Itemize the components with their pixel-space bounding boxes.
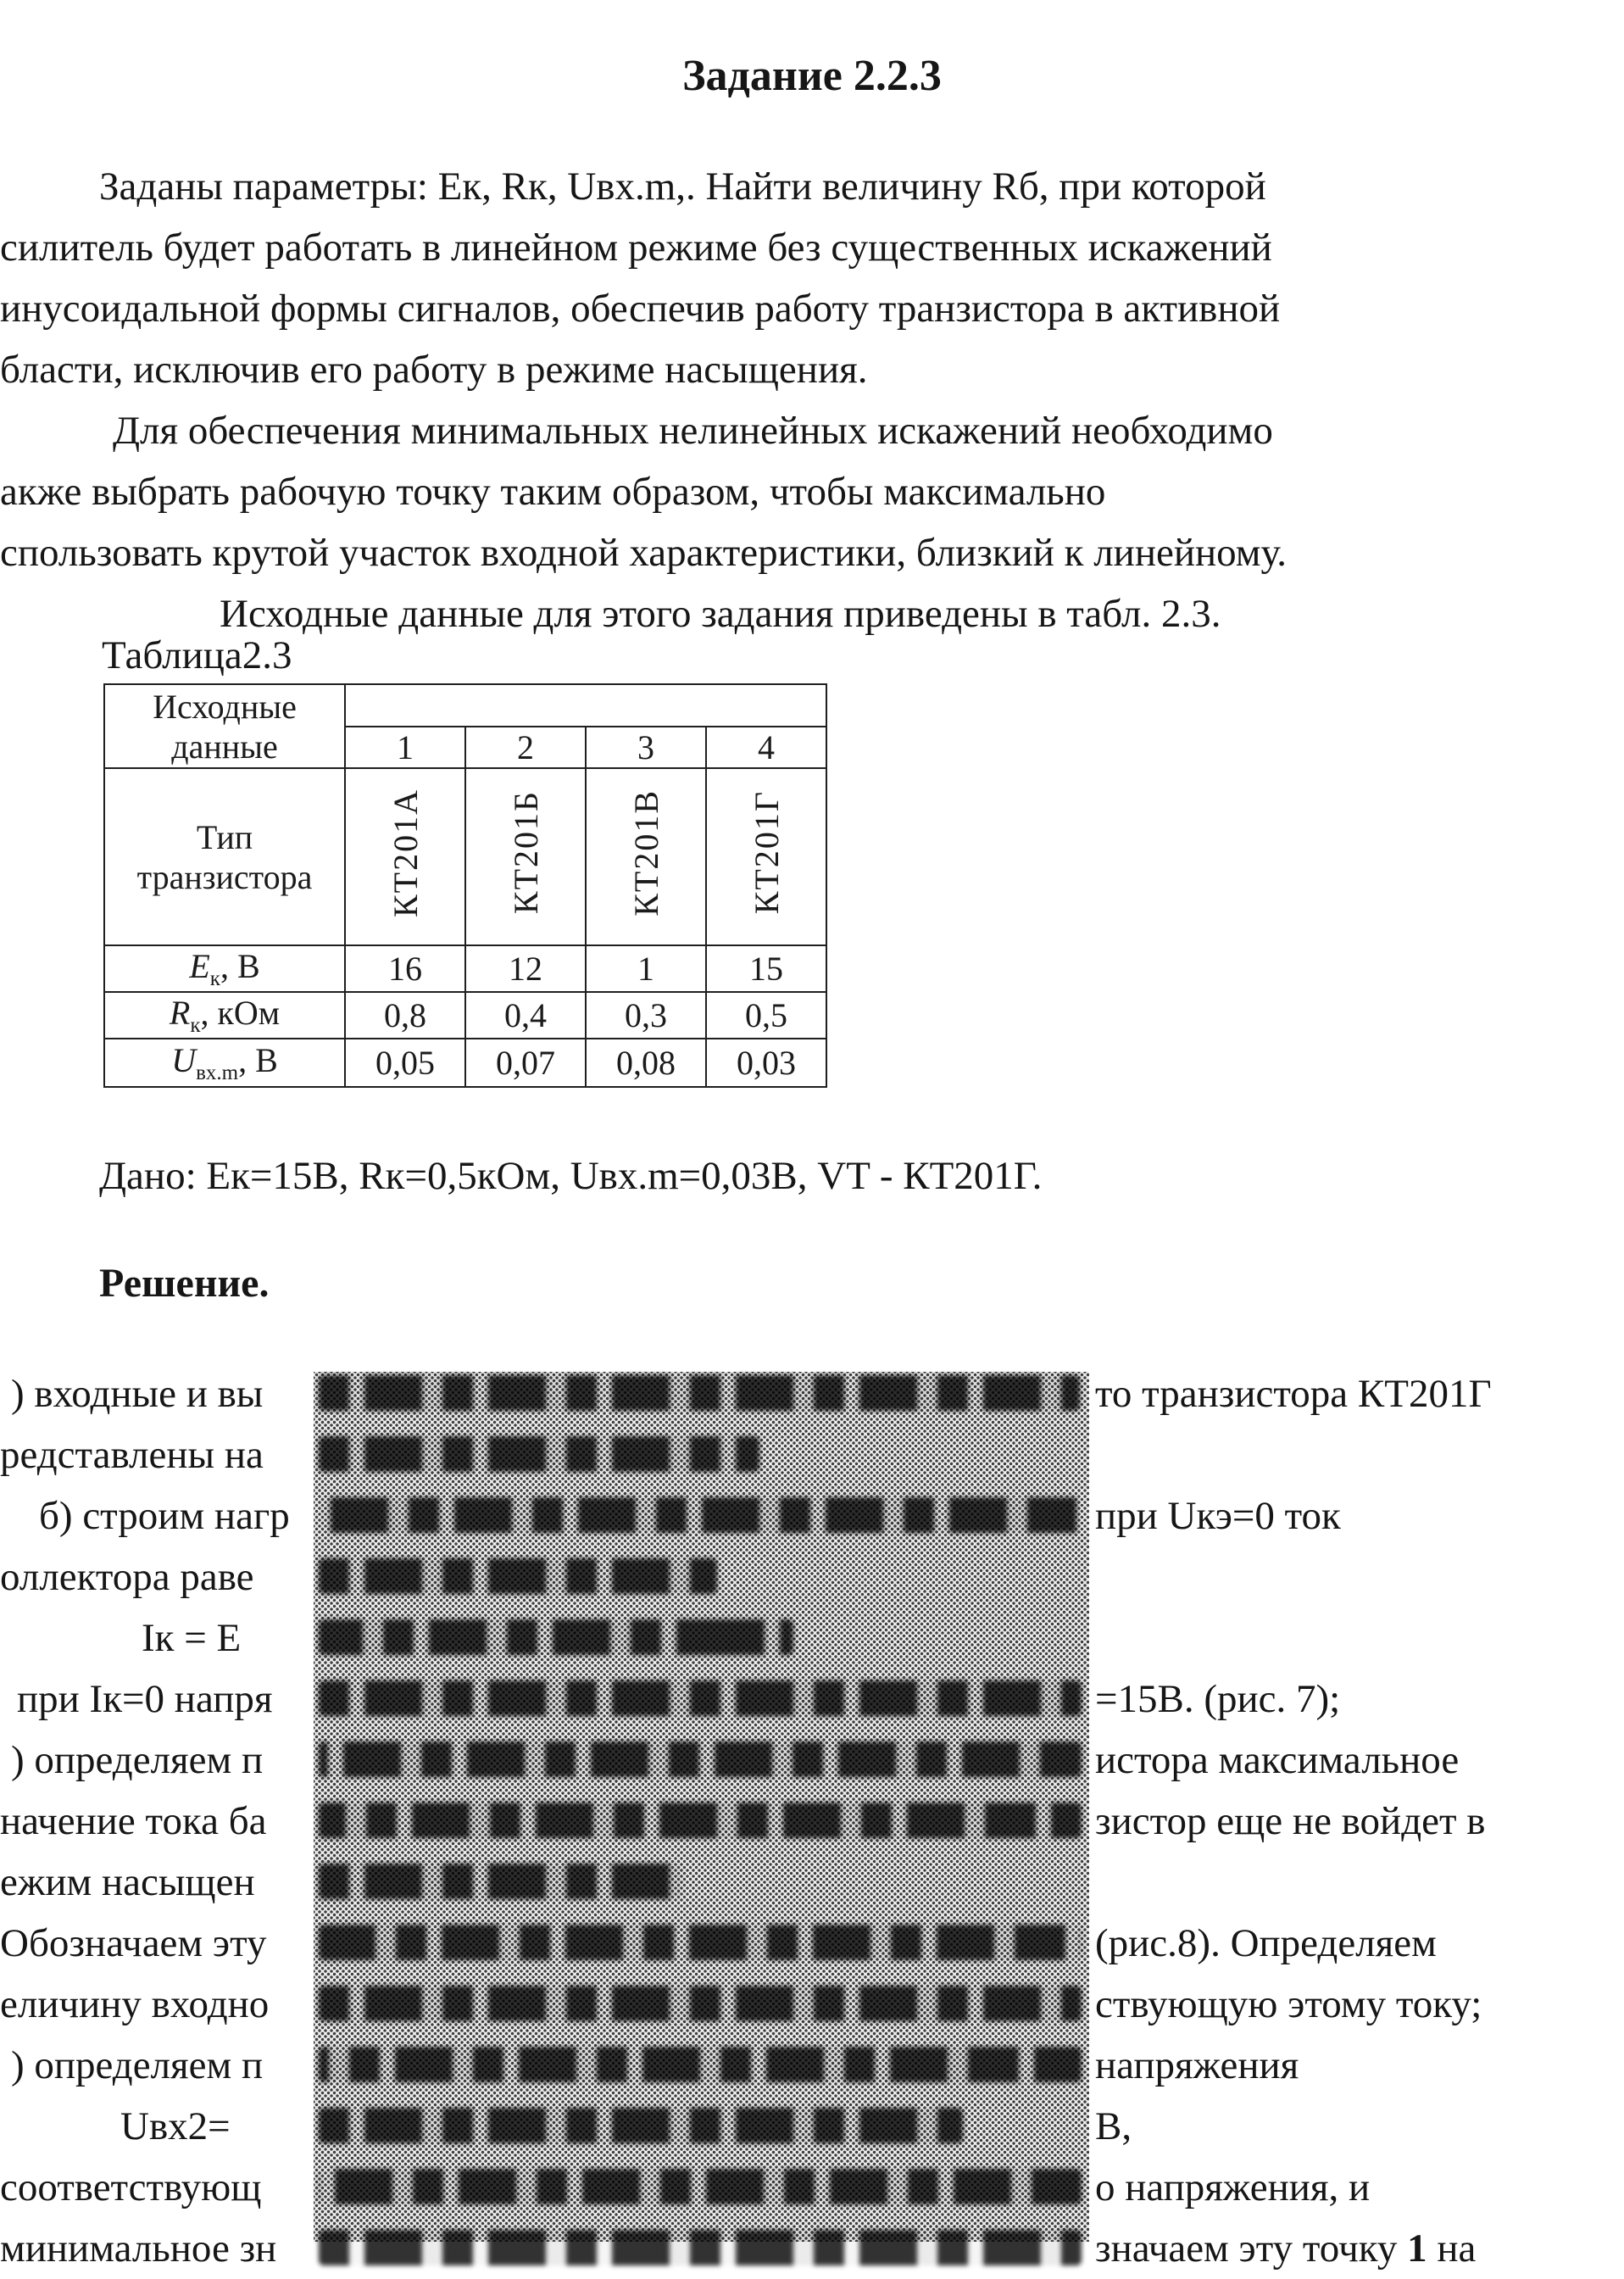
censored-smudge <box>319 1864 683 1899</box>
table-header-label-line1: Исходные <box>153 687 297 726</box>
page-title: Задание 2.2.3 <box>682 52 942 100</box>
line-left-fragment: Обозначаем эту <box>0 1921 267 1965</box>
table-col-number: 4 <box>706 727 826 768</box>
line-right-fragment: напряжения <box>1095 2043 1299 2087</box>
line-left-fragment: минимальное зн <box>0 2226 277 2271</box>
table-cell-value: 0,8 <box>345 992 465 1039</box>
table-row-label-line1: Тип <box>196 817 253 856</box>
line-right-fragment: ствующую этому току; <box>1095 1982 1482 2026</box>
param-symbol: R <box>169 994 191 1032</box>
data-table <box>103 683 827 1088</box>
text-line: Заданы параметры: Ек, Rк, Uвх.m,. Найти величину Rб, при которой <box>99 164 1266 209</box>
text-line: силитель будет работать в линейном режиме без существенных искажений <box>0 226 1272 270</box>
line-right-pre: значаем эту точку <box>1095 2226 1408 2271</box>
table-cell-value: 0,07 <box>465 1039 586 1087</box>
censored-region <box>314 1372 1089 2242</box>
table-row-label <box>104 945 345 992</box>
vertical-text: КТ201А <box>386 788 425 917</box>
table-cell-value: 0,4 <box>465 992 586 1039</box>
text-line: Исходные данные для этого задания приведены в табл. 2.3. <box>220 592 1221 636</box>
vertical-text: КТ201Г <box>747 790 786 915</box>
line-left-fragment: Uвх2= <box>120 2104 231 2148</box>
line-left-fragment: еличину входно <box>0 1982 270 2026</box>
table-cell-value: 0,03 <box>706 1039 826 1087</box>
intro-text <box>0 156 1607 644</box>
censored-smudge <box>319 2047 1082 2082</box>
table-cell-transistor <box>706 768 826 945</box>
table-cell-value: 16 <box>345 945 465 992</box>
text-line: спользовать крутой участок входной характеристики, близкий к линейному. <box>0 531 1288 575</box>
line-left-fragment: соответствующ <box>0 2165 262 2209</box>
censored-smudge <box>319 1680 1082 1716</box>
table-col-number: 1 <box>345 727 465 768</box>
censored-smudge <box>319 1803 1082 1838</box>
line-right-fragment: =15В. (рис. 7); <box>1095 1677 1341 1721</box>
censored-smudge <box>319 2230 1082 2265</box>
param-symbol: E <box>189 947 210 985</box>
line-right-fragment: (рис.8). Определяем <box>1095 1921 1437 1965</box>
text-line: бласти, исключив его работу в режиме насыщения. <box>0 348 868 392</box>
table-cell-transistor <box>345 768 465 945</box>
censored-smudge <box>319 1986 1082 2021</box>
table-cell-transistor <box>465 768 586 945</box>
table-caption: Таблица2.3 <box>102 633 292 677</box>
param-subscript: вх.m <box>196 1061 239 1084</box>
table-cell-value: 0,05 <box>345 1039 465 1087</box>
text-line: акже выбрать рабочую точку таким образом, чтобы максимально <box>0 470 1106 514</box>
censored-smudge <box>319 1558 717 1594</box>
table-cell-transistor <box>586 768 706 945</box>
line-left-fragment: при Iк=0 напря <box>17 1677 273 1721</box>
censored-smudge <box>319 1497 1080 1533</box>
line-left-fragment: ) определяем п <box>11 1738 264 1782</box>
table-header-spacer <box>345 684 826 727</box>
line-right-fragment: при Uкэ=0 ток <box>1095 1494 1341 1538</box>
line-left-fragment: ежим насыщен <box>0 1860 255 1904</box>
table-cell-value: 15 <box>706 945 826 992</box>
solution-heading: Решение. <box>99 1261 270 1306</box>
table-row-label <box>104 1039 345 1087</box>
table-cell-value: 0,08 <box>586 1039 706 1087</box>
censored-smudge <box>319 1436 759 1472</box>
line-left-fragment: Iк = Е <box>142 1616 242 1660</box>
line-left-fragment: б) строим нагр <box>39 1494 290 1538</box>
table-row-label <box>104 992 345 1039</box>
table-row-label <box>104 768 345 945</box>
vertical-text: КТ201В <box>626 788 665 917</box>
text-line: Для обеспечения минимальных нелинейных искажений необходимо <box>113 409 1273 453</box>
line-left-fragment: начение тока ба <box>0 1799 267 1843</box>
line-left-fragment: ) определяем п <box>11 2043 264 2087</box>
line-right-fragment: зистор еще не войдет в <box>1095 1799 1486 1843</box>
censored-smudge <box>319 2108 963 2143</box>
censored-smudge <box>319 1925 1082 1960</box>
table-col-number: 3 <box>586 727 706 768</box>
table-header-label <box>104 684 345 768</box>
text-line: инусоидальной формы сигналов, обеспечив работу транзистора в активной <box>0 287 1281 331</box>
line-right-fragment: В, <box>1095 2104 1132 2148</box>
param-symbol: U <box>171 1041 197 1079</box>
param-subscript: к <box>209 967 220 990</box>
param-unit: , В <box>220 947 260 985</box>
table-cell-value: 12 <box>465 945 586 992</box>
param-subscript: к <box>190 1014 201 1037</box>
line-left-fragment: редставлены на <box>0 1433 264 1477</box>
line-right-fragment: то транзистора КТ201Г <box>1095 1372 1492 1416</box>
param-unit: , кОм <box>200 994 281 1032</box>
censored-smudge <box>319 2169 1082 2204</box>
given-line: Дано: Ек=15В, Rк=0,5кОм, Uвх.m=0,03В, VT - КТ201Г. <box>99 1154 1043 1198</box>
table-header-label-line2: данные <box>171 727 278 766</box>
line-right-post: на <box>1427 2226 1477 2271</box>
table-cell-value: 1 <box>586 945 706 992</box>
param-unit: , В <box>238 1041 278 1079</box>
table-cell-value: 0,3 <box>586 992 706 1039</box>
line-right-fragment: о напряжения, и <box>1095 2165 1371 2209</box>
table-cell-value: 0,5 <box>706 992 826 1039</box>
vertical-text: КТ201Б <box>506 790 545 915</box>
line-right-bold: 1 <box>1407 2226 1427 2271</box>
censored-smudge <box>319 1741 1082 1777</box>
table-col-number: 2 <box>465 727 586 768</box>
line-right-fragment <box>1095 2218 1476 2279</box>
censored-smudge <box>319 1375 1080 1411</box>
censored-smudge <box>319 1619 793 1655</box>
line-left-fragment: ) входные и вы <box>11 1372 264 1416</box>
line-left-fragment: оллектора раве <box>0 1555 254 1599</box>
line-right-fragment: истора максимальное <box>1095 1738 1460 1782</box>
table-row-label-line2: транзистора <box>136 857 313 896</box>
